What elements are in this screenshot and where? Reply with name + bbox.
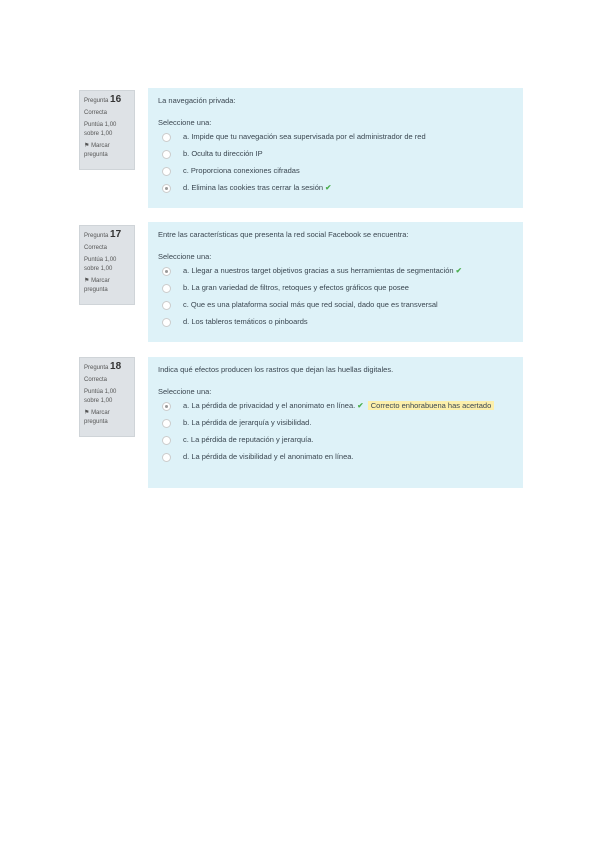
answer-option[interactable]	[162, 283, 513, 293]
answer-option[interactable]	[162, 266, 513, 276]
question-number: 18	[110, 361, 122, 372]
radio-button[interactable]	[162, 436, 171, 445]
radio-button[interactable]	[162, 184, 171, 193]
question-score: Puntúa 1,00 sobre 1,00	[84, 257, 117, 272]
radio-button[interactable]	[162, 301, 171, 310]
answer-option[interactable]	[162, 418, 513, 428]
option-text: d. Elimina las cookies tras cerrar la sesión ✔	[183, 183, 332, 192]
check-icon: ✔	[455, 266, 462, 275]
radio-button[interactable]	[162, 402, 171, 411]
option-text: b. Oculta tu dirección IP	[183, 149, 263, 158]
question-number: 16	[110, 94, 122, 105]
radio-button[interactable]	[162, 267, 171, 276]
question-text: Entre las características que presenta la red social Facebook se encuentra:	[158, 230, 409, 239]
feedback-text: Correcto enhorabuena has acertado	[368, 401, 495, 410]
question-text: Indica qué efectos producen los rastros que dejan las huellas digitales.	[158, 365, 394, 374]
question-score: Puntúa 1,00 sobre 1,00	[84, 122, 117, 137]
flag-question-link[interactable]	[84, 142, 130, 160]
answer-option[interactable]	[162, 132, 513, 142]
option-text: a. Llegar a nuestros target objetivos gracias a sus herramientas de segmentación ✔	[183, 266, 462, 275]
question-text: La navegación privada:	[158, 96, 236, 105]
question-status: Correcta	[84, 110, 108, 116]
option-text: c. La pérdida de reputación y jerarquía.	[183, 435, 314, 444]
radio-button[interactable]	[162, 453, 171, 462]
radio-button[interactable]	[162, 419, 171, 428]
flag-question-link[interactable]	[84, 409, 130, 427]
option-text: a. Impide que tu navegación sea supervisada por el administrador de red	[183, 132, 426, 141]
option-text: a. La pérdida de privacidad y el anonimato en línea. ✔ Correcto enhorabuena has acertado	[183, 401, 494, 411]
radio-button[interactable]	[162, 150, 171, 159]
flag-label: Marcar pregunta	[84, 143, 110, 158]
answer-option[interactable]	[162, 149, 513, 159]
question-info	[79, 90, 135, 170]
question-score: Puntúa 1,00 sobre 1,00	[84, 389, 117, 404]
select-prompt: Seleccione una:	[158, 387, 212, 396]
flag-question-link[interactable]	[84, 277, 130, 295]
check-icon: ✔	[357, 401, 364, 410]
answer-option[interactable]	[162, 300, 513, 310]
question-info	[79, 225, 135, 305]
option-text: d. Los tableros temáticos o pinboards	[183, 317, 308, 326]
check-icon: ✔	[325, 183, 332, 192]
flag-icon: ⚑	[84, 143, 90, 149]
question-info	[79, 357, 135, 437]
option-text: b. La gran variedad de filtros, retoques y efectos gráficos que posee	[183, 283, 409, 292]
answer-option[interactable]	[162, 452, 513, 462]
radio-button[interactable]	[162, 167, 171, 176]
radio-button[interactable]	[162, 318, 171, 327]
flag-label: Marcar pregunta	[84, 278, 110, 293]
answer-option[interactable]	[162, 183, 513, 193]
question-number: 17	[110, 229, 122, 240]
option-text: c. Proporciona conexiones cifradas	[183, 166, 300, 175]
answer-option[interactable]	[162, 317, 513, 327]
question-label: Pregunta	[84, 365, 109, 371]
radio-button[interactable]	[162, 284, 171, 293]
option-text: b. La pérdida de jerarquía y visibilidad.	[183, 418, 312, 427]
question-content	[148, 222, 523, 342]
answer-option[interactable]	[162, 166, 513, 176]
question-label: Pregunta	[84, 98, 109, 104]
answer-option[interactable]	[162, 401, 513, 411]
answer-option[interactable]	[162, 435, 513, 445]
flag-label: Marcar pregunta	[84, 410, 110, 425]
option-text: c. Que es una plataforma social más que red social, dado que es transversal	[183, 300, 438, 309]
select-prompt: Seleccione una:	[158, 252, 212, 261]
flag-icon: ⚑	[84, 278, 90, 284]
radio-button[interactable]	[162, 133, 171, 142]
question-content	[148, 357, 523, 488]
question-status: Correcta	[84, 377, 108, 383]
question-content	[148, 88, 523, 208]
question-label: Pregunta	[84, 233, 109, 239]
question-status: Correcta	[84, 245, 108, 251]
select-prompt: Seleccione una:	[158, 118, 212, 127]
option-text: d. La pérdida de visibilidad y el anonimato en línea.	[183, 452, 354, 461]
flag-icon: ⚑	[84, 410, 90, 416]
